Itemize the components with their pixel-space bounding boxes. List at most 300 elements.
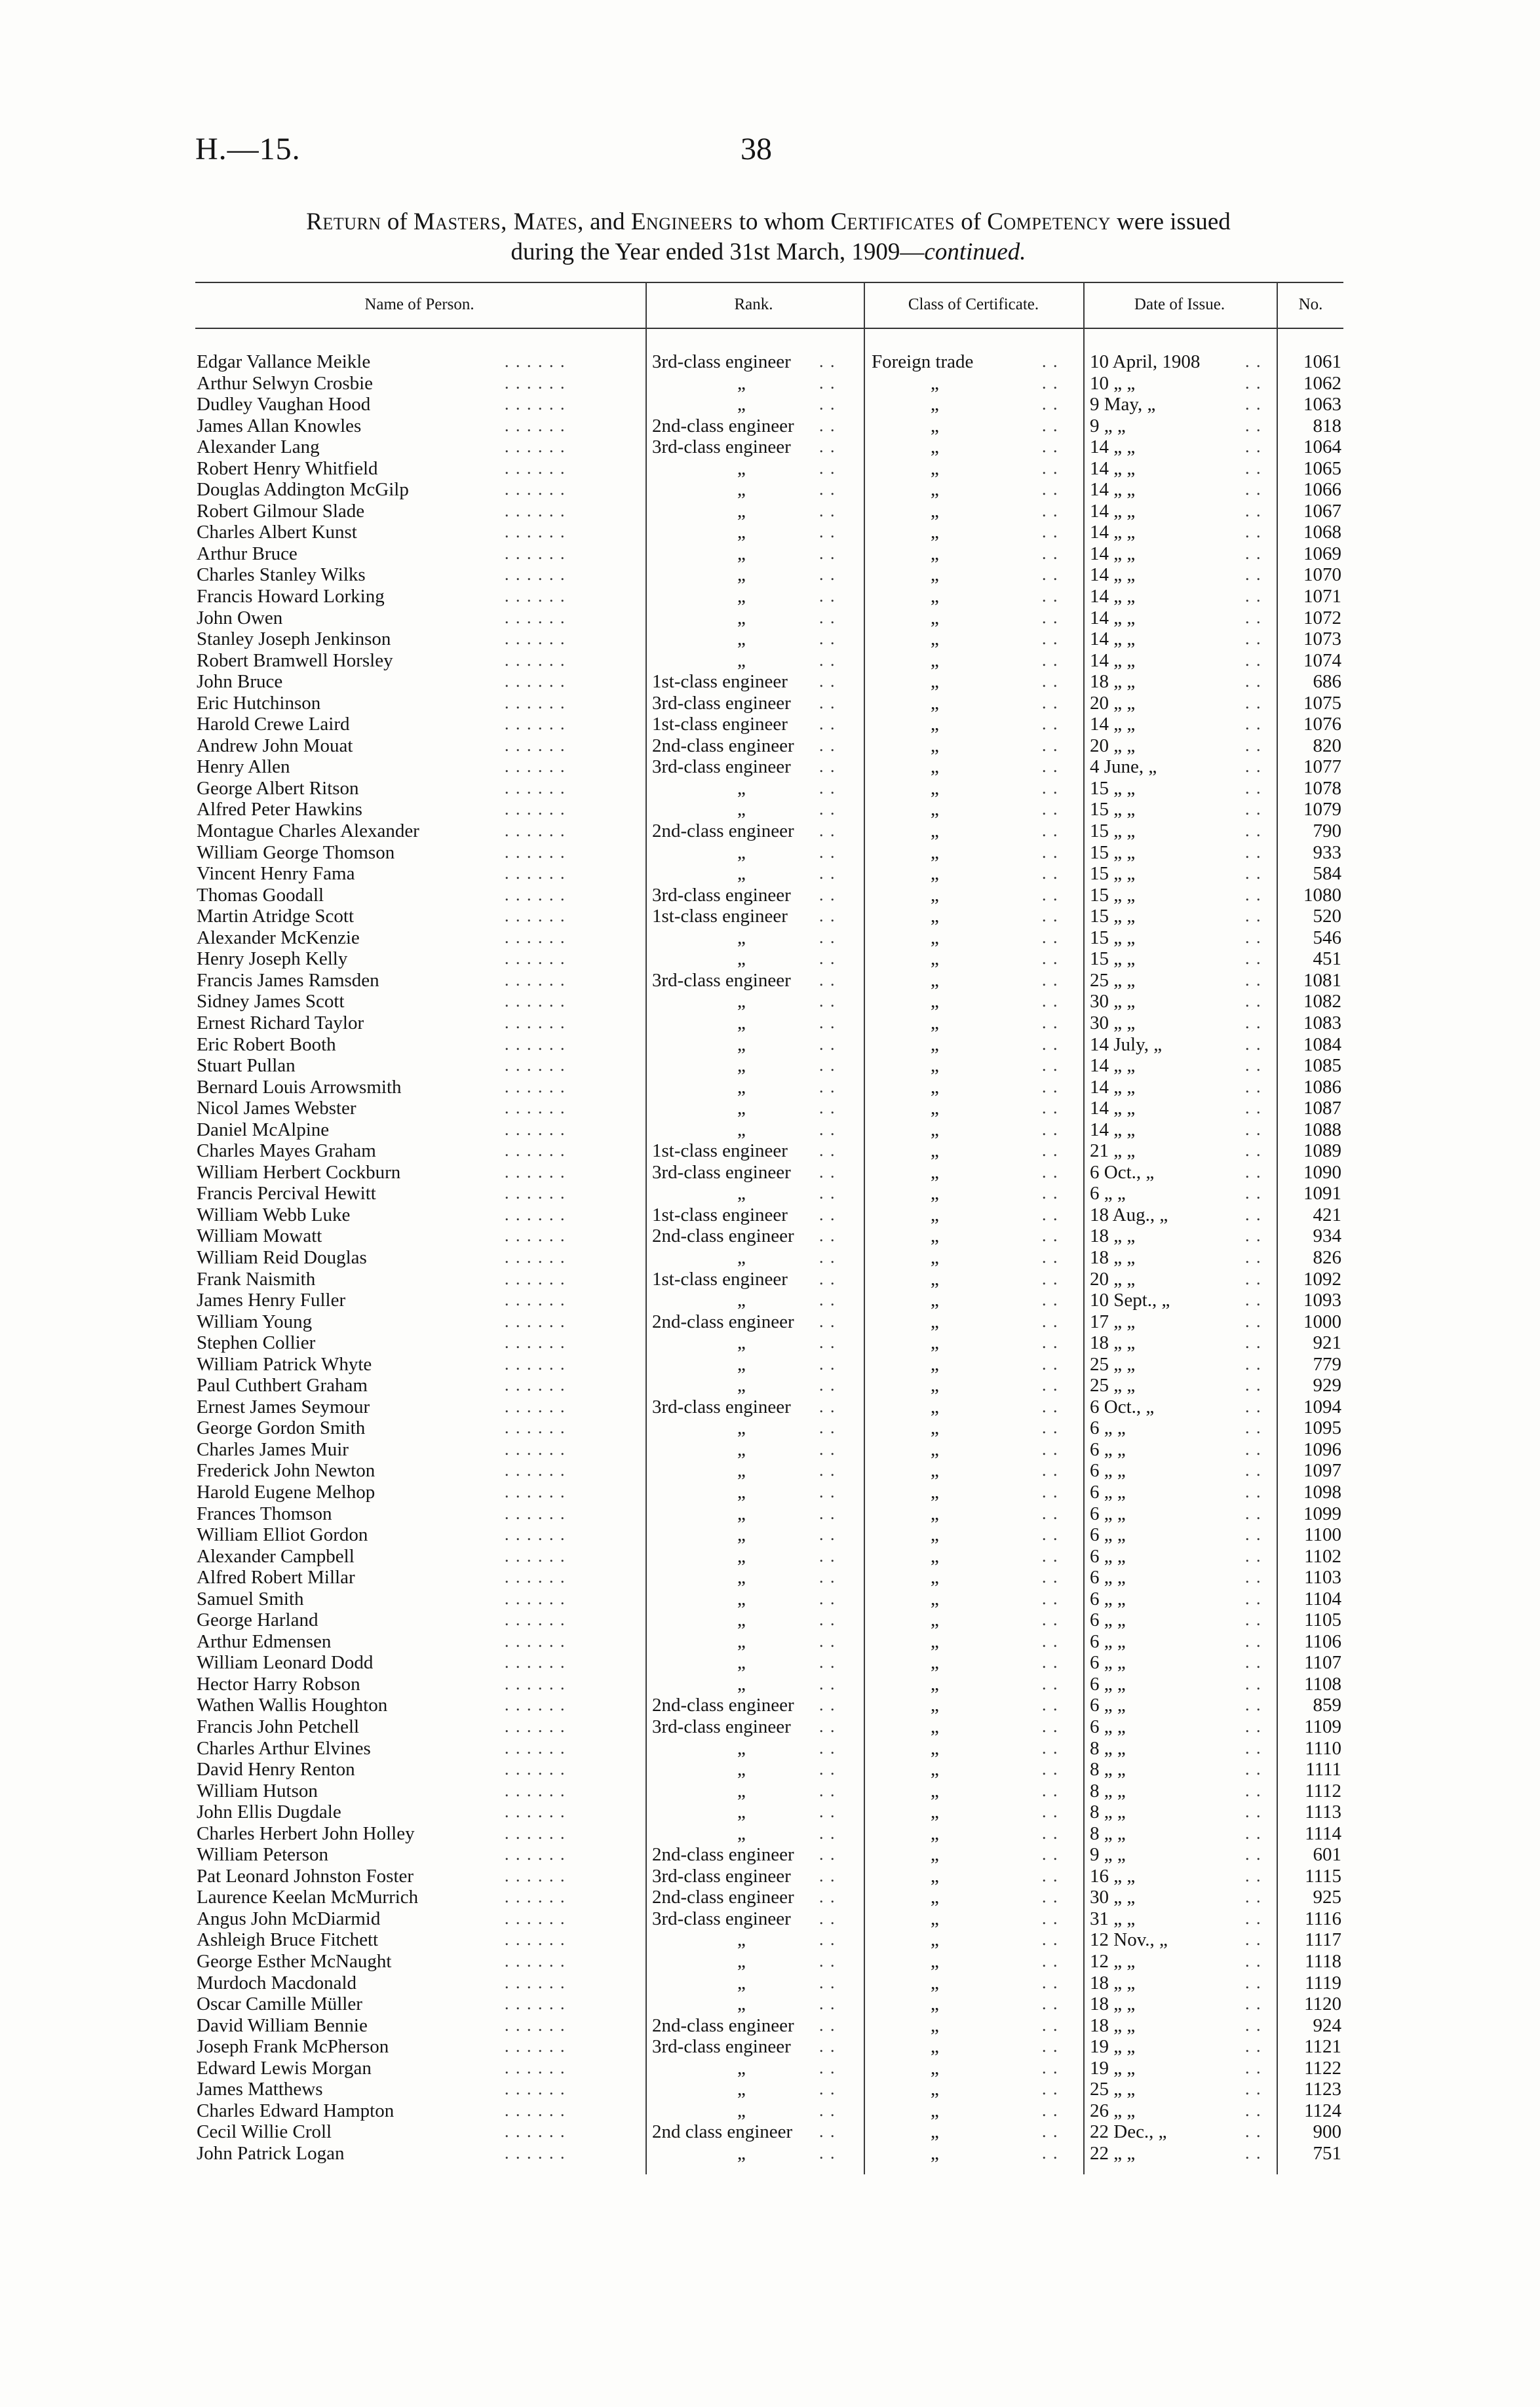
title-word: were issued	[1110, 208, 1231, 235]
dot-leader: . .	[1042, 1845, 1059, 1864]
table-row	[0, 1375, 1540, 1396]
dot-leader: . .	[819, 1653, 836, 1672]
dot-leader: . .	[819, 1823, 836, 1843]
rank-cell: „	[737, 1460, 746, 1482]
rank-cell: 3rd-class engineer	[652, 969, 791, 991]
certificate-class-cell: „	[931, 841, 939, 863]
date-of-issue-cell: 20 „ „	[1090, 735, 1136, 756]
table-row	[0, 756, 1540, 778]
rank-cell: „	[737, 1630, 746, 1652]
dot-leader: . . . . . .	[505, 1503, 566, 1523]
table-row	[0, 1993, 1540, 2015]
date-of-issue-cell: 6 „ „	[1090, 1630, 1126, 1652]
rank-cell: „	[737, 649, 746, 671]
dot-leader: . .	[819, 1204, 836, 1224]
rank-cell: „	[737, 1588, 746, 1609]
dot-leader: . .	[1245, 1119, 1262, 1139]
dot-leader: . .	[819, 2079, 836, 2099]
certificate-class-cell: „	[931, 394, 939, 415]
dot-leader: . . . . . .	[505, 2122, 566, 2142]
dot-leader: . .	[1042, 522, 1059, 542]
dot-leader: . .	[1042, 1823, 1059, 1843]
certificate-class-cell: „	[931, 1375, 939, 1396]
certificate-number-cell: 1071	[1303, 586, 1341, 607]
table-row	[0, 628, 1540, 650]
certificate-class-cell: „	[931, 1993, 939, 2015]
dot-leader: . . . . . .	[505, 1034, 566, 1054]
dot-leader: . .	[819, 1461, 836, 1480]
date-of-issue-cell: 6 Oct., „	[1090, 1396, 1155, 1417]
rank-cell: 3rd-class engineer	[652, 692, 791, 714]
date-of-issue-cell: 15 „ „	[1090, 841, 1136, 863]
certificate-number-cell: 1103	[1304, 1567, 1341, 1589]
rank-cell: „	[737, 1033, 746, 1055]
dot-leader: . .	[819, 1674, 836, 1693]
rank-cell: „	[737, 564, 746, 586]
date-of-issue-cell: 17 „ „	[1090, 1311, 1136, 1332]
dot-leader: . .	[1245, 415, 1262, 435]
table-row	[0, 1866, 1540, 1887]
dot-leader: . .	[1245, 992, 1262, 1011]
dot-leader: . .	[1245, 650, 1262, 670]
date-of-issue-cell: 9 May, „	[1090, 394, 1156, 415]
certificate-number-cell: 818	[1313, 415, 1341, 436]
table-row	[0, 1973, 1540, 1994]
dot-leader: . .	[819, 1866, 836, 1885]
dot-leader: . .	[1042, 1439, 1059, 1459]
table-row	[0, 351, 1540, 373]
dot-leader: . .	[1245, 799, 1262, 819]
certificate-number-cell: 1075	[1303, 692, 1341, 714]
rank-cell: „	[737, 1759, 746, 1781]
dot-leader: . .	[819, 1290, 836, 1310]
dot-leader: . .	[1042, 1738, 1059, 1758]
table-row	[0, 927, 1540, 949]
person-name: Charles Albert Kunst	[197, 522, 357, 543]
certificate-number-cell: 421	[1313, 1204, 1341, 1225]
dot-leader: . .	[1042, 970, 1059, 990]
dot-leader: . .	[1042, 1695, 1059, 1715]
dot-leader: . .	[1245, 1056, 1262, 1075]
dot-leader: . .	[819, 1396, 836, 1416]
dot-leader: . .	[1245, 970, 1262, 990]
table-row	[0, 415, 1540, 437]
person-name: William Peterson	[197, 1844, 328, 1866]
table-row	[0, 1609, 1540, 1631]
date-of-issue-cell: 25 „ „	[1090, 2079, 1136, 2100]
rank-cell: „	[737, 777, 746, 799]
table-row	[0, 1204, 1540, 1226]
certificate-class-cell: „	[931, 1951, 939, 1973]
certificate-class-cell: „	[931, 564, 939, 586]
dot-leader: . . . . . .	[505, 1738, 566, 1758]
date-of-issue-cell: 31 „ „	[1090, 1908, 1136, 1929]
certificate-number-cell: 1068	[1303, 522, 1341, 543]
dot-leader: . . . . . .	[505, 2015, 566, 2035]
dot-leader: . .	[1042, 650, 1059, 670]
date-of-issue-cell: 14 „ „	[1090, 457, 1136, 479]
table-row	[0, 607, 1540, 629]
certificate-number-cell: 1097	[1303, 1460, 1341, 1482]
person-name: Andrew John Mouat	[197, 735, 353, 756]
date-of-issue-cell: 6 „ „	[1090, 1673, 1126, 1695]
dot-leader: . . . . . .	[505, 799, 566, 819]
dot-leader: . .	[819, 565, 836, 585]
date-of-issue-cell: 30 „ „	[1090, 991, 1136, 1012]
dot-leader: . .	[1245, 735, 1262, 755]
dot-leader: . . . . . .	[505, 735, 566, 755]
date-of-issue-cell: 8 „ „	[1090, 1822, 1126, 1844]
dot-leader: . .	[819, 885, 836, 904]
dot-leader: . .	[1042, 1525, 1059, 1545]
person-name: Bernard Louis Arrowsmith	[197, 1076, 402, 1098]
rank-cell: 3rd-class engineer	[652, 756, 791, 778]
dot-leader: . .	[1245, 1866, 1262, 1885]
table-row	[0, 501, 1540, 522]
date-of-issue-cell: 21 „ „	[1090, 1140, 1136, 1162]
dot-leader: . .	[1245, 1589, 1262, 1608]
dot-leader: . .	[819, 1589, 836, 1608]
dot-leader: . .	[1042, 1012, 1059, 1032]
certificate-class-cell: „	[931, 1225, 939, 1247]
dot-leader: . . . . . .	[505, 1439, 566, 1459]
dot-leader: . .	[1042, 1311, 1059, 1331]
dot-leader: . .	[819, 1525, 836, 1545]
dot-leader: . .	[1245, 607, 1262, 627]
dot-leader: . .	[819, 1908, 836, 1928]
certificate-class-cell: „	[931, 1567, 939, 1589]
date-of-issue-cell: 14 „ „	[1090, 500, 1136, 522]
certificate-number-cell: 1109	[1304, 1716, 1341, 1737]
certificate-class-cell: „	[931, 2014, 939, 2036]
person-name: David Henry Renton	[197, 1759, 355, 1781]
dot-leader: . .	[1245, 949, 1262, 969]
dot-leader: . . . . . .	[505, 1354, 566, 1374]
table-row	[0, 650, 1540, 672]
rank-cell: „	[737, 1055, 746, 1077]
rank-cell: „	[737, 1119, 746, 1140]
dot-leader: . .	[1245, 1760, 1262, 1779]
table-row	[0, 735, 1540, 757]
dot-leader: . .	[819, 842, 836, 862]
table-row	[0, 1951, 1540, 1973]
date-of-issue-cell: 22 Dec., „	[1090, 2121, 1167, 2143]
rank-cell: 3rd-class engineer	[652, 884, 791, 906]
certificate-class-cell: „	[931, 1481, 939, 1503]
rank-cell: 2nd-class engineer	[652, 1887, 794, 1908]
dot-leader: . . . . . .	[505, 352, 566, 371]
person-name: John Owen	[197, 607, 283, 628]
rank-cell: 3rd-class engineer	[652, 351, 791, 372]
person-name: Alfred Robert Millar	[197, 1567, 355, 1589]
certificate-class-cell: „	[931, 799, 939, 820]
dot-leader: . .	[1245, 1781, 1262, 1800]
certificate-class-cell: „	[931, 1161, 939, 1183]
certificate-number-cell: 601	[1313, 1844, 1341, 1866]
person-name: Alexander Lang	[197, 436, 320, 458]
dot-leader: . .	[1245, 2122, 1262, 2142]
person-name: Hector Harry Robson	[197, 1673, 360, 1695]
date-of-issue-cell: 14 „ „	[1090, 479, 1136, 501]
dot-leader: . .	[1042, 1503, 1059, 1523]
person-name: James Matthews	[197, 2079, 323, 2100]
person-name: Cecil Willie Croll	[197, 2121, 332, 2143]
certificate-class-cell: „	[931, 884, 939, 906]
rank-cell: „	[737, 586, 746, 607]
dot-leader: . .	[819, 1141, 836, 1161]
dot-leader: . . . . . .	[505, 1760, 566, 1779]
dot-leader: . . . . . .	[505, 949, 566, 969]
rank-cell: „	[737, 394, 746, 415]
dot-leader: . .	[819, 1781, 836, 1800]
dot-leader: . .	[1042, 1631, 1059, 1651]
dot-leader: . .	[1245, 2079, 1262, 2099]
dot-leader: . .	[819, 1568, 836, 1587]
dot-leader: . .	[1042, 1034, 1059, 1054]
person-name: Murdoch Macdonald	[197, 1972, 357, 1993]
table-row	[0, 1332, 1540, 1354]
dot-leader: . .	[1245, 629, 1262, 649]
dot-leader: . .	[819, 501, 836, 520]
certificate-class-cell: „	[931, 2079, 939, 2100]
table-row	[0, 1652, 1540, 1674]
table-row	[0, 2015, 1540, 2037]
dot-leader: . .	[1245, 1695, 1262, 1715]
dot-leader: . .	[1042, 1760, 1059, 1779]
table-row	[0, 1119, 1540, 1141]
certificate-class-cell: „	[931, 1865, 939, 1887]
person-name: Edward Lewis Morgan	[197, 2057, 372, 2079]
certificate-class-cell: „	[931, 1246, 939, 1268]
certificate-class-cell: „	[931, 1012, 939, 1033]
table-row	[0, 436, 1540, 458]
dot-leader: . .	[1042, 1908, 1059, 1928]
certificate-number-cell: 1096	[1303, 1438, 1341, 1460]
table-row	[0, 1759, 1540, 1781]
date-of-issue-cell: 14 „ „	[1090, 649, 1136, 671]
dot-leader: . .	[1245, 1973, 1262, 1992]
certificate-class-cell: „	[931, 2142, 939, 2164]
certificate-class-cell: „	[931, 671, 939, 693]
person-name: Pat Leonard Johnston Foster	[197, 1865, 414, 1887]
dot-leader: . .	[1245, 1290, 1262, 1310]
dot-leader: . . . . . .	[505, 607, 566, 627]
certificate-number-cell: 1090	[1303, 1161, 1341, 1183]
dot-leader: . .	[1042, 415, 1059, 435]
certificate-number-cell: 1124	[1304, 2100, 1341, 2121]
certificate-number-cell: 1076	[1303, 714, 1341, 735]
rank-cell: 2nd-class engineer	[652, 1844, 794, 1866]
dot-leader: . .	[819, 2058, 836, 2077]
certificate-class-cell: „	[931, 1290, 939, 1311]
certificate-number-cell: 1086	[1303, 1076, 1341, 1098]
dot-leader: . .	[1245, 1653, 1262, 1672]
dot-leader: . . . . . .	[505, 821, 566, 841]
person-name: Edgar Vallance Meikle	[197, 351, 371, 372]
certificate-number-cell: 520	[1313, 906, 1341, 927]
title-word: Masters, Mates,	[413, 208, 584, 235]
rank-cell: „	[737, 1567, 746, 1589]
date-of-issue-cell: 14 „ „	[1090, 522, 1136, 543]
dot-leader: . .	[819, 1184, 836, 1203]
rank-cell: „	[737, 1098, 746, 1119]
person-name: Stuart Pullan	[197, 1055, 296, 1077]
dot-leader: . .	[1042, 1482, 1059, 1501]
dot-leader: . .	[819, 1077, 836, 1096]
rank-cell: „	[737, 1780, 746, 1801]
dot-leader: . . . . . .	[505, 1461, 566, 1480]
rank-cell: „	[737, 1375, 746, 1396]
date-of-issue-cell: 9 „ „	[1090, 1844, 1126, 1866]
dot-leader: . .	[1245, 1845, 1262, 1864]
certificate-number-cell: 1063	[1303, 394, 1341, 415]
person-name: Arthur Bruce	[197, 543, 298, 564]
certificate-class-cell: „	[931, 714, 939, 735]
dot-leader: . .	[1245, 1141, 1262, 1161]
dot-leader: . .	[1042, 1887, 1059, 1907]
person-name: Stanley Joseph Jenkinson	[197, 628, 391, 650]
dot-leader: . .	[819, 2122, 836, 2142]
table-row	[0, 1098, 1540, 1119]
table-row	[0, 714, 1540, 735]
date-of-issue-cell: 12 „ „	[1090, 1951, 1136, 1973]
table-row	[0, 1269, 1540, 1290]
dot-leader: . .	[819, 650, 836, 670]
certificate-class-cell: „	[931, 543, 939, 564]
person-name: Charles Herbert John Holley	[197, 1822, 415, 1844]
column-header-class: Class of Certificate.	[908, 296, 1039, 313]
dot-leader: . .	[1042, 373, 1059, 393]
date-of-issue-cell: 14 „ „	[1090, 628, 1136, 650]
certificate-number-cell: 1114	[1305, 1822, 1341, 1844]
dot-leader: . .	[1245, 714, 1262, 734]
dot-leader: . .	[1042, 565, 1059, 585]
dot-leader: . .	[1245, 821, 1262, 841]
certificate-number-cell: 1117	[1305, 1929, 1341, 1951]
rank-cell: 2nd-class engineer	[652, 820, 794, 842]
certificate-number-cell: 1098	[1303, 1481, 1341, 1503]
certificate-number-cell: 1110	[1305, 1737, 1341, 1759]
dot-leader: . . . . . .	[505, 1952, 566, 1971]
dot-leader: . .	[819, 2037, 836, 2056]
dot-leader: . .	[819, 949, 836, 969]
dot-leader: . .	[819, 672, 836, 691]
title-line2: during the Year ended 31st March, 1909—	[510, 239, 925, 265]
certificate-class-cell: „	[931, 1353, 939, 1375]
date-of-issue-cell: 4 June, „	[1090, 756, 1157, 778]
table-row	[0, 842, 1540, 864]
person-name: Ashleigh Bruce Fitchett	[197, 1929, 379, 1951]
table-row	[0, 564, 1540, 586]
dot-leader: . .	[1042, 1930, 1059, 1950]
date-of-issue-cell: 6 „ „	[1090, 1503, 1126, 1524]
dot-leader: . .	[1245, 2143, 1262, 2163]
date-of-issue-cell: 25 „ „	[1090, 969, 1136, 991]
date-of-issue-cell: 15 „ „	[1090, 927, 1136, 948]
certificate-class-cell: „	[931, 777, 939, 799]
dot-leader: . . . . . .	[505, 1823, 566, 1843]
certificate-number-cell: 1085	[1303, 1055, 1341, 1077]
dot-leader: . .	[1042, 501, 1059, 520]
dot-leader: . . . . . .	[505, 501, 566, 520]
dot-leader: . . . . . .	[505, 437, 566, 457]
dot-leader: . .	[819, 906, 836, 926]
dot-leader: . . . . . .	[505, 1226, 566, 1246]
certificate-number-cell: 1084	[1303, 1033, 1341, 1055]
person-name: Ernest Richard Taylor	[197, 1012, 364, 1033]
dot-leader: . . . . . .	[505, 1631, 566, 1651]
dot-leader: . .	[1042, 693, 1059, 712]
certificate-class-cell: „	[931, 1759, 939, 1781]
certificate-number-cell: 1089	[1303, 1140, 1341, 1162]
dot-leader: . . . . . .	[505, 522, 566, 542]
date-of-issue-cell: 15 „ „	[1090, 820, 1136, 842]
certificate-number-cell: 1081	[1303, 969, 1341, 991]
rank-cell: „	[737, 2142, 746, 2164]
date-of-issue-cell: 12 Nov., „	[1090, 1929, 1168, 1951]
dot-leader: . .	[1245, 1823, 1262, 1843]
certificate-number-cell: 1095	[1303, 1417, 1341, 1439]
person-name: George Harland	[197, 1609, 318, 1631]
rank-cell: „	[737, 841, 746, 863]
dot-leader: . .	[1042, 1141, 1059, 1161]
person-name: William Webb Luke	[197, 1204, 351, 1225]
certificate-number-cell: 1121	[1304, 2036, 1341, 2058]
table-row	[0, 1738, 1540, 1760]
date-of-issue-cell: 6 „ „	[1090, 1524, 1126, 1546]
dot-leader: . .	[819, 1247, 836, 1267]
dot-leader: . . . . . .	[505, 864, 566, 883]
dot-leader: . .	[819, 2015, 836, 2035]
person-name: Charles Mayes Graham	[197, 1140, 376, 1162]
dot-leader: . .	[819, 1845, 836, 1864]
table-row	[0, 2143, 1540, 2165]
dot-leader: . . . . . .	[505, 1184, 566, 1203]
dot-leader: . .	[1245, 1184, 1262, 1203]
rank-cell: 2nd-class engineer	[652, 415, 794, 436]
person-name: Daniel McAlpine	[197, 1119, 330, 1140]
dot-leader: . .	[1042, 1162, 1059, 1182]
dot-leader: . .	[1245, 1396, 1262, 1416]
dot-leader: . . . . . .	[505, 1930, 566, 1950]
dot-leader: . . . . . .	[505, 2079, 566, 2099]
page-number: 38	[741, 132, 772, 166]
date-of-issue-cell: 22 „ „	[1090, 2142, 1136, 2164]
dot-leader: . .	[819, 480, 836, 499]
table-row	[0, 1183, 1540, 1204]
person-name: John Bruce	[197, 671, 283, 693]
table-row	[0, 1801, 1540, 1823]
dot-leader: . .	[1245, 395, 1262, 414]
dot-leader: . .	[1245, 1461, 1262, 1480]
dot-leader: . . . . . .	[505, 778, 566, 798]
dot-leader: . .	[819, 1376, 836, 1395]
dot-leader: . .	[1245, 1908, 1262, 1928]
dot-leader: . .	[1042, 2079, 1059, 2099]
dot-leader: . .	[1042, 480, 1059, 499]
table-row	[0, 1140, 1540, 1162]
rank-cell: „	[737, 1609, 746, 1631]
rank-cell: 1st-class engineer	[652, 1204, 788, 1225]
dot-leader: . .	[819, 821, 836, 841]
person-name: William Elliot Gordon	[197, 1524, 368, 1546]
person-name: Francis John Petchell	[197, 1716, 360, 1737]
date-of-issue-cell: 6 „ „	[1090, 1417, 1126, 1439]
dot-leader: . . . . . .	[505, 373, 566, 393]
dot-leader: . .	[1245, 1994, 1262, 2014]
column-header-no: No.	[1298, 296, 1323, 313]
person-name: John Ellis Dugdale	[197, 1801, 341, 1823]
